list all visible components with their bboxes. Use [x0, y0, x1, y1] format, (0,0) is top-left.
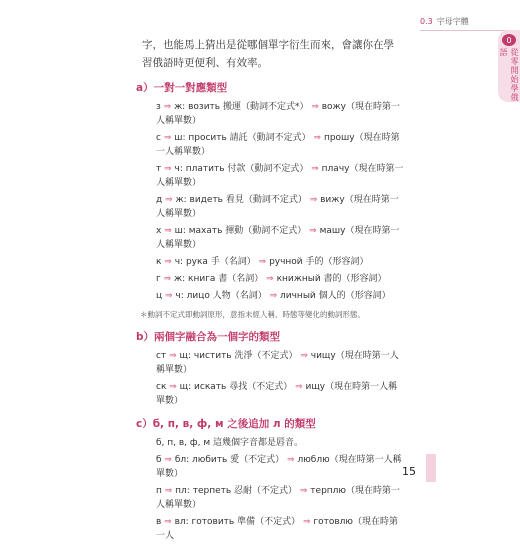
arrow-icon: ⇒ [295, 382, 303, 392]
list-item: ст ⇒ щ: чистить 洗淨（不定式） ⇒ чищу（現在時第一人稱單數） [156, 351, 399, 375]
arrow-icon: ⇒ [164, 226, 172, 236]
arrow-icon: ⇒ [163, 274, 172, 284]
chapter-tab-text: 從零開始學俄語 [499, 48, 519, 102]
arrow-icon: ⇒ [165, 291, 173, 301]
section-number: 0.3 [420, 16, 433, 26]
arrow-icon: ⇒ [309, 195, 318, 205]
page-corner-decoration [426, 454, 436, 482]
page-number: 15 [402, 465, 416, 478]
section-c-list [142, 453, 404, 543]
list-item: с ⇒ ш: просить 請託（動詞不定式） ⇒ прошу（現在時第一人稱單數） [156, 133, 400, 157]
arrow-icon: ⇒ [164, 164, 172, 174]
arrow-icon: ⇒ [164, 455, 172, 465]
list-item: д ⇒ ж: видеть 看見（動詞不定式） ⇒ вижу（現在時第一人稱單數） [156, 195, 399, 219]
arrow-icon: ⇒ [287, 455, 295, 465]
page-content [136, 36, 404, 546]
section-a-heading: a）一對一對應類型 [136, 82, 228, 94]
chapter-side-tab [498, 30, 520, 102]
list-item: г ⇒ ж: книга 書（名詞） ⇒ книжный 書的（形容詞） [156, 274, 387, 284]
footnote: ＊動詞不定式即動詞原形，意指未經人稱、時態等變化的動詞形態。 [140, 310, 365, 319]
list-item: в ⇒ вл: готовить 準備（不定式） ⇒ готовлю（現在時第一人 [156, 517, 398, 541]
intro-paragraph: 字，也能馬上猜出是從哪個單字衍生而來，會讓你在學習俄語時更便利、有效率。 [142, 39, 394, 69]
section-c-heading: c）б, п, в, ф, м 之後追加 л 的類型 [136, 418, 316, 430]
arrow-icon: ⇒ [164, 257, 172, 267]
section-c-intro: б, п, в, ф, м 這幾個字音都是唇音。 [156, 438, 303, 448]
section-a-list [142, 100, 404, 303]
chapter-number-badge: 0 [502, 34, 516, 46]
section-b-list [142, 349, 404, 408]
list-item: к ⇒ ч: рука 手（名詞） ⇒ ручной 手的（形容詞） [156, 257, 369, 267]
list-item: б ⇒ бл: любить 愛（不定式） ⇒ люблю（現在時第一人稱單數） [156, 455, 402, 479]
arrow-icon: ⇒ [169, 351, 177, 361]
arrow-icon: ⇒ [300, 351, 308, 361]
arrow-icon: ⇒ [163, 133, 172, 143]
arrow-icon: ⇒ [311, 102, 319, 112]
arrow-icon: ⇒ [169, 382, 177, 392]
section-b-heading: b）兩個字融合為一個字的類型 [136, 331, 281, 343]
list-item: п ⇒ пл: терпеть 忍耐（不定式） ⇒ терплю（現在時第一人稱單數） [156, 486, 401, 510]
list-item: т ⇒ ч: платить 付款（動詞不定式） ⇒ плачу（現在時第一人稱單數） [156, 164, 404, 188]
arrow-icon: ⇒ [165, 195, 173, 205]
arrow-icon: ⇒ [258, 257, 267, 267]
arrow-icon: ⇒ [164, 486, 173, 496]
list-item: ц ⇒ ч: лицо 人物（名詞） ⇒ личный 個人的（形容詞） [156, 291, 391, 301]
arrow-icon: ⇒ [309, 226, 317, 236]
arrow-icon: ⇒ [311, 164, 319, 174]
arrow-icon: ⇒ [269, 291, 278, 301]
list-item: х ⇒ ш: махать 揮動（動詞不定式） ⇒ машу（現在時第一人稱單數） [156, 226, 400, 250]
arrow-icon: ⇒ [302, 517, 311, 527]
arrow-icon: ⇒ [313, 133, 322, 143]
running-header [420, 12, 520, 31]
list-item: ск ⇒ щ: искать 尋找（不定式） ⇒ ищу（現在時第一人稱單數） [156, 382, 398, 406]
arrow-icon: ⇒ [266, 274, 274, 284]
arrow-icon: ⇒ [163, 102, 172, 112]
list-item: з ⇒ ж: возить 搬運（動詞不定式*） ⇒ вожу（現在時第一人稱單數） [156, 102, 400, 126]
arrow-icon: ⇒ [164, 517, 172, 527]
arrow-icon: ⇒ [299, 486, 308, 496]
section-title: 字母字體 [436, 16, 469, 26]
